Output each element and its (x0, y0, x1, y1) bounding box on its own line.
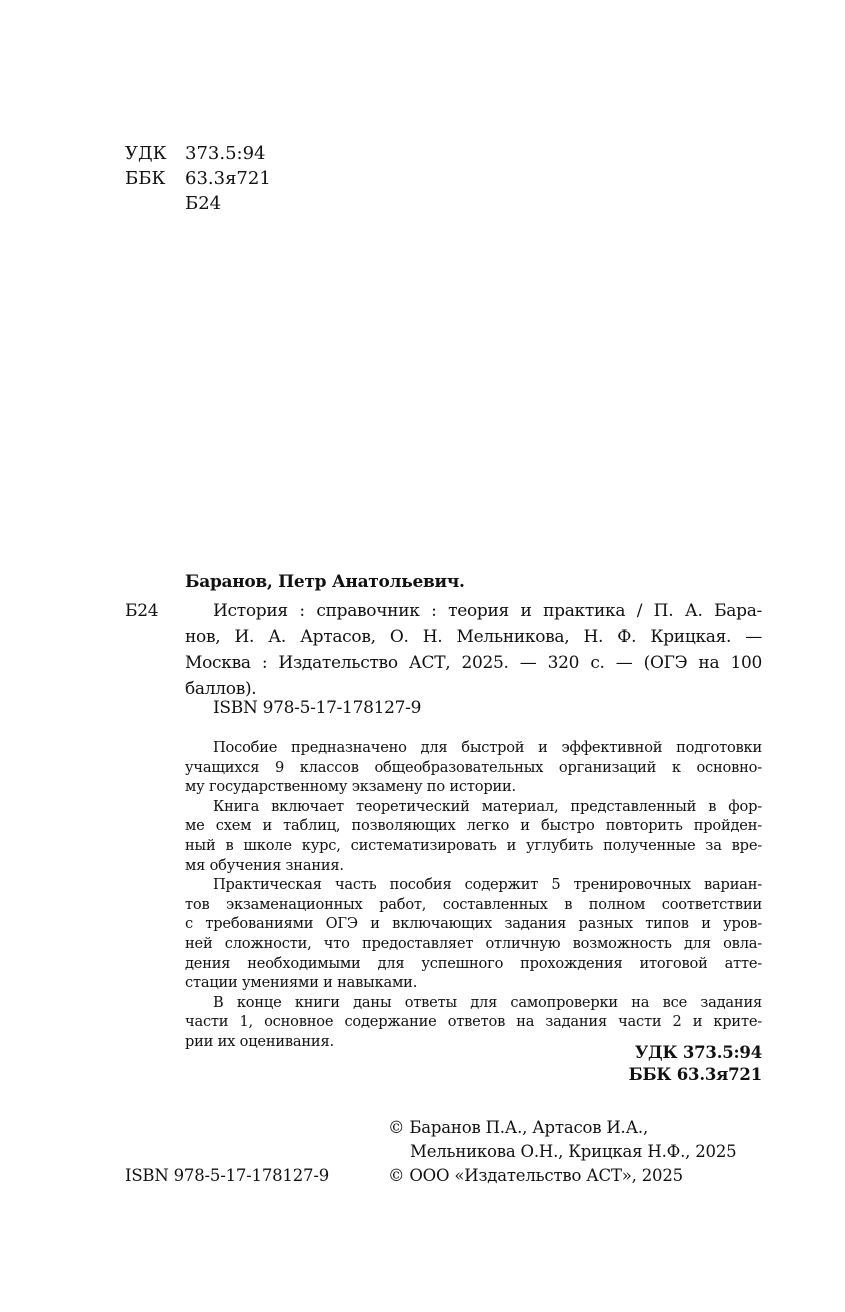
udk-code-bold: УДК 373.5:94 (634, 1043, 762, 1062)
card-line: нов, И. А. Артасов, О. Н. Мельникова, Н. Ф. Крицкая. — (185, 627, 762, 647)
annotation-line: ме схем и таблиц, позволяющих легко и быстро повторить пройден- (185, 817, 762, 835)
card-author: Баранов, Петр Анатольевич. (185, 572, 465, 592)
annotation-line: рии их оценивания. (185, 1033, 334, 1050)
udk-label: УДК (125, 143, 167, 164)
annotation-line: Пособие предназначено для быстрой и эффективной подготовки (213, 739, 762, 756)
copyright-publisher: © ООО «Издательство АСТ», 2025 (388, 1166, 683, 1185)
card-line: Москва : Издательство АСТ, 2025. — 320 с. — (ОГЭ на 100 (185, 653, 762, 673)
author-mark: Б24 (185, 193, 222, 214)
annotation-line: тов экзаменационных работ, составленных в полном соответствии (185, 895, 762, 913)
card-isbn: ISBN 978-5-17-178127-9 (213, 698, 422, 718)
annotation-line: В конце книги даны ответы для самопроверки на все задания (213, 993, 762, 1011)
annotation-line: Практическая часть пособия содержит 5 тренировочных вариан- (213, 876, 762, 894)
annotation-line: части 1, основное содержание ответов на задания части 2 и крите- (185, 1013, 762, 1031)
copyright-authors: © Баранов П.А., Артасов И.А., (388, 1118, 648, 1137)
card-line: баллов). (185, 679, 257, 699)
udk-row (125, 143, 266, 164)
annotation-line: с требованиями ОГЭ и включающих задания разных типов и уров- (185, 915, 762, 933)
annotation-line: Книга включает теоретический материал, представленный в фор- (213, 797, 762, 815)
card-line: История : справочник : теория и практика / П. А. Бара- (213, 601, 762, 621)
bbk-code: 63.3я721 (185, 168, 271, 189)
annotation-line: дения необходимыми для успешного прохождения итоговой атте- (185, 954, 762, 972)
bbk-code-bold: ББК 63.3я721 (628, 1065, 762, 1084)
footer-isbn: ISBN 978-5-17-178127-9 (125, 1166, 330, 1185)
bbk-label: ББК (125, 168, 166, 189)
annotation-line: ный в школе курс, систематизировать и углубить полученные за вре- (185, 837, 762, 854)
bbk-row (125, 168, 271, 189)
annotation-line: ней сложности, что предоставляет отличную возможность для овла- (185, 935, 762, 952)
card-mark: Б24 (125, 601, 159, 621)
annotation-line: му государственному экзамену по истории. (185, 778, 516, 796)
udk-code: 373.5:94 (185, 143, 266, 164)
copyright-authors-cont: Мельникова О.Н., Крицкая Н.Ф., 2025 (410, 1142, 737, 1161)
annotation-line: мя обучения знания. (185, 856, 344, 874)
annotation-line: стации умениями и навыками. (185, 974, 418, 992)
annotation-line: учащихся 9 классов общеобразовательных организаций к основно- (185, 758, 762, 776)
